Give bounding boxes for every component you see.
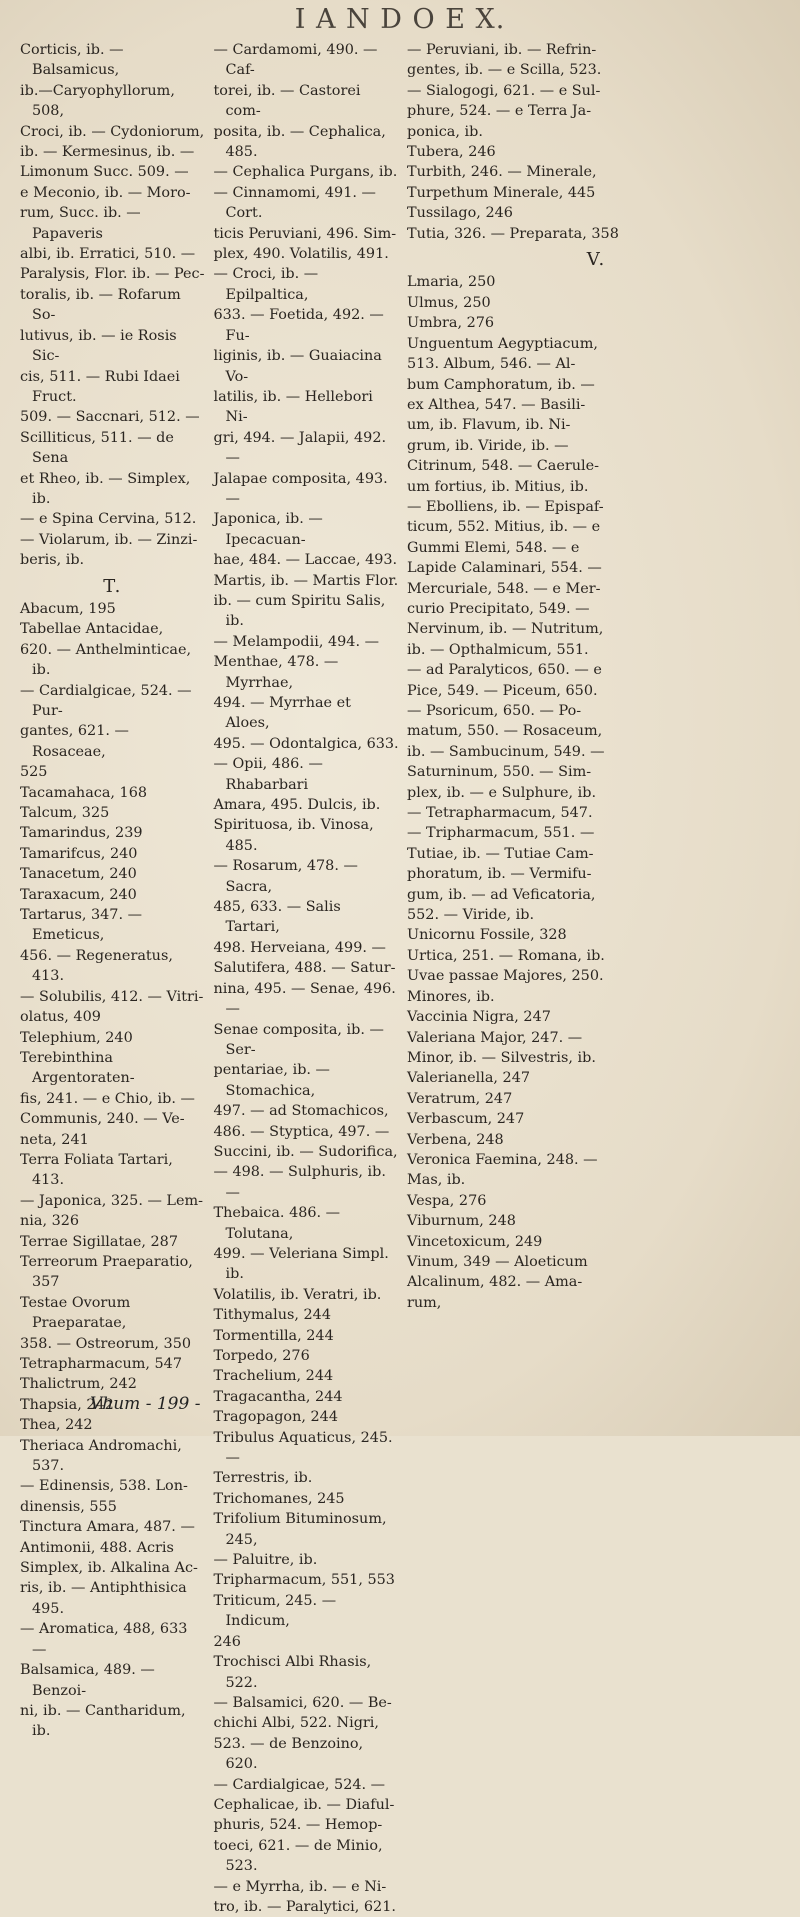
index-entry: rum, Succ. ib. — Papaveris	[20, 205, 141, 242]
index-entry: Tussilago, 246	[407, 205, 513, 222]
index-entry: 497. — ad Stomachicos,	[213, 1103, 389, 1120]
index-entry: nina, 495. — Senae, 496. —	[213, 980, 396, 1018]
index-entry: posita, ib. — Cephalica, 485.	[213, 123, 386, 161]
column-3	[407, 40, 786, 1917]
index-entry: Veratrum, 247	[407, 1090, 513, 1107]
index-entry: ib.—Caryophyllorum, 508,	[20, 82, 175, 120]
index-entry: 498. Herveiana, 499. —	[213, 939, 386, 956]
index-entry: — Psoricum, 650. — Po-	[407, 703, 582, 719]
index-entry: ris, ib. — Antiphthisica 495.	[20, 1580, 187, 1617]
index-entry: Salutifera, 488. — Satur-	[213, 960, 396, 977]
index-entry: Unguentum Aegyptiacum,	[407, 335, 598, 352]
index-entry: Tribulus Aquaticus, 245. —	[213, 1429, 393, 1467]
index-entry: Volatilis, ib. Veratri, ib.	[213, 1286, 382, 1303]
index-entry: lutivus, ib. — ie Rosis Sic-	[20, 327, 177, 365]
index-entry: Tabellae Antacidae,	[20, 621, 164, 638]
index-entry: 509. — Saccnari, 512. —	[20, 409, 200, 426]
index-entry: Tutia, 326. — Preparata, 358	[407, 225, 619, 242]
index-entry: 499. — Veleriana Simpl. ib.	[213, 1245, 389, 1283]
index-entry: Terebinthina Argentoraten-	[20, 1049, 135, 1087]
index-entry: ex Althea, 547. — Basili-	[407, 396, 586, 413]
index-entry: 552. — Viride, ib.	[407, 907, 535, 924]
index-entry: torei, ib. — Castorei com-	[213, 82, 361, 120]
index-entry: Mercuriale, 548. — e Mer-	[407, 580, 601, 597]
index-entry: — Tetrapharmacum, 547.	[407, 805, 593, 822]
index-entry: gantes, 621. — Rosaceae,	[20, 723, 129, 760]
index-entry: Trachelium, 244	[213, 1368, 334, 1385]
index-entry: latilis, ib. — Hellebori Ni-	[213, 388, 373, 426]
index-entry: dinensis, 555	[20, 1498, 117, 1515]
index-entry: gum, ib. — ad Veficatoria,	[407, 886, 596, 903]
index-entry: pentariae, ib. — Stomachica,	[213, 1062, 330, 1099]
index-entry: Thebaica. 486. — Tolutana,	[213, 1205, 341, 1242]
index-entry: Limonum Succ. 509. —	[20, 164, 189, 181]
index-entry: liginis, ib. — Guaiacina Vo-	[213, 348, 382, 385]
index-entry: — Croci, ib. — Epilpaltica,	[213, 266, 319, 303]
index-entry: cis, 511. — Rubi Idaei Fruct.	[20, 368, 180, 405]
index-entry: Corticis, ib. —Balsamicus,	[20, 42, 124, 79]
index-entry: bum Camphoratum, ib. —	[407, 376, 595, 393]
index-entry: Cephalicae, ib. — Diaful-	[213, 1796, 395, 1813]
index-entry: um, ib. Flavum, ib. Ni-	[407, 417, 571, 434]
index-entry: beris, ib.	[20, 552, 85, 569]
index-entry: ib. — cum Spiritu Salis, ib.	[213, 592, 386, 630]
index-entry: ib. — Sambucinum, 549. —	[407, 743, 605, 760]
index-entry: Croci, ib. — Cydoniorum,	[20, 123, 205, 140]
index-entry: — Opii, 486. — Rhabarbari	[213, 756, 323, 793]
index-entry: Viburnum, 248	[407, 1213, 516, 1230]
index-entry: Terreorum Praeparatio, 357	[20, 1253, 193, 1291]
index-entry: Saturninum, 550. — Sim-	[407, 764, 592, 781]
index-entry: Gummi Elemi, 548. — e	[407, 539, 580, 556]
index-entry: Valeriana Major, 247. —	[407, 1029, 583, 1046]
index-entry: albi, ib. Erratici, 510. —	[20, 246, 196, 263]
index-entry: Tamarindus, 239	[20, 825, 143, 842]
index-entry: Valerianella, 247	[407, 1070, 531, 1087]
index-entry: Terrestris, ib.	[213, 1470, 313, 1487]
index-entry: 513. Album, 546. — Al-	[407, 356, 576, 373]
index-entry: e Meconio, ib. — Moro-	[20, 184, 191, 201]
index-entry: Veronica Faemina, 248. —	[407, 1151, 598, 1168]
index-entry: Minores, ib.	[407, 988, 495, 1005]
index-entry: Alcalinum, 482. — Ama-	[407, 1274, 583, 1291]
index-entry: toeci, 621. — de Minio, 523.	[213, 1837, 383, 1875]
index-entry: ib. — Opthalmicum, 551.	[407, 641, 589, 658]
index-entry: Uvae passae Majores, 250.	[407, 968, 604, 985]
index-entry: Ulmus, 250	[407, 294, 491, 311]
index-entry: — Cardamomi, 490. — Caf-	[213, 42, 378, 79]
index-entry: — Aromatica, 488, 633 —	[20, 1621, 188, 1658]
index-entry: 358. — Ostreorum, 350	[20, 1335, 192, 1352]
index-entry: Telephium, 240	[20, 1029, 133, 1046]
index-entry: Testae Ovorum Praeparatae,	[20, 1294, 131, 1332]
index-entry: Tragacantha, 244	[213, 1388, 343, 1405]
index-entry: Vaccinia Nigra, 247	[407, 1009, 551, 1026]
index-entry: Trifolium Bituminosum, 245,	[213, 1511, 387, 1548]
index-entry: ib. — Kermesinus, ib. —	[20, 144, 195, 161]
index-entry: — e Spina Cervina, 512.	[20, 511, 197, 528]
index-entry: Tragopagon, 244	[213, 1409, 338, 1426]
index-entry: phure, 524. — e Terra Ja-	[407, 103, 592, 120]
index-entry: grum, ib. Viride, ib. —	[407, 437, 569, 454]
index-entry: Turpethum Minerale, 445	[407, 184, 596, 201]
column-2	[214, 40, 400, 1917]
index-entry: — Cinnamomi, 491. — Cort.	[213, 184, 376, 222]
index-entry: — Edinensis, 538. Lon-	[20, 1478, 188, 1495]
index-entry: toralis, ib. — Rofarum So-	[20, 286, 181, 324]
index-entry: Terrae Sigillatae, 287	[20, 1233, 178, 1250]
index-entry: Tacamahaca, 168	[20, 784, 148, 801]
index-entry: Triticum, 245. — Indicum,	[213, 1592, 337, 1630]
index-entry: Japonica, ib. — Ipecacuan-	[213, 511, 323, 548]
index-entry: ticum, 552. Mitius, ib. — e	[407, 519, 601, 536]
index-entry: 620. — Anthelminticae, ib.	[20, 641, 192, 679]
index-entry: Simplex, ib. Alkalina Ac-	[20, 1560, 198, 1577]
index-entry: Tinctura Amara, 487. —	[20, 1519, 195, 1536]
index-entry: Pice, 549. — Piceum, 650.	[407, 682, 598, 699]
index-entry: Verbascum, 247	[407, 1111, 525, 1128]
column-1	[20, 40, 206, 1917]
index-entry: Communis, 240. — Ve-	[20, 1111, 185, 1128]
index-entry: Citrinum, 548. — Caerule-	[407, 458, 600, 475]
index-entry: Tamarifcus, 240	[20, 845, 138, 862]
index-entry: — Solubilis, 412. — Vitri-	[20, 988, 204, 1005]
index-entry: 486. — Styptica, 497. —	[213, 1123, 390, 1140]
index-entry: Tormentilla, 244	[213, 1327, 334, 1344]
index-entry: Balsamica, 489. — Benzoi-	[20, 1662, 155, 1699]
index-entry: — Rosarum, 478. — Sacra,	[213, 858, 358, 895]
index-entry: Umbra, 276	[407, 315, 495, 332]
index-entry: gentes, ib. — e Scilla, 523.	[407, 62, 602, 79]
index-entry: 246	[213, 1633, 241, 1650]
index-entry: fis, 241. — e Chio, ib. —	[20, 1090, 195, 1107]
index-entry: plex, 490. Volatilis, 491.	[213, 246, 389, 263]
index-entry: Urtica, 251. — Romana, ib.	[407, 947, 605, 964]
index-entry: — Cephalica Purgans, ib.	[213, 164, 398, 181]
index-entry: — ad Paralyticos, 650. — e	[407, 662, 602, 679]
index-entry: Mas, ib.	[407, 1172, 466, 1189]
index-entry: Vespa, 276	[407, 1192, 487, 1209]
index-entry: Jalapae composita, 493. —	[213, 470, 388, 507]
index-entry: Tutiae, ib. — Tutiae Cam-	[407, 845, 594, 862]
index-entry: tro, ib. — Paralytici, 621.	[213, 1898, 396, 1915]
index-entry: 494. — Myrrhae et Aloes,	[213, 695, 351, 732]
index-entry: Unicornu Fossile, 328	[407, 927, 567, 944]
index-entry: — Peruviani, ib. — Refrin-	[407, 42, 597, 58]
index-entry: Tartarus, 347. — Emeticus,	[20, 907, 142, 944]
section-letter: T.	[103, 575, 123, 597]
index-entry: — 498. — Sulphuris, ib. —	[213, 1164, 386, 1201]
index-entry: Turbith, 246. — Minerale,	[407, 164, 597, 181]
index-entry: Trichomanes, 245	[213, 1490, 345, 1507]
index-entry: um fortius, ib. Mitius, ib.	[407, 478, 589, 495]
index-entry: phoratum, ib. — Vermifu-	[407, 866, 592, 883]
index-entry: matum, 550. — Rosaceum,	[407, 723, 603, 740]
index-entry: ponica, ib.	[407, 123, 483, 140]
index-entry: et Rheo, ib. — Simplex, ib.	[20, 470, 191, 507]
index-entry: — Cardialgicae, 524. — Pur-	[20, 682, 192, 719]
index-entry: — Melampodii, 494. —	[213, 633, 379, 650]
index-entry: 523. — de Benzoino, 620.	[213, 1735, 364, 1773]
index-entry: Terra Foliata Tartari, 413.	[20, 1151, 173, 1189]
index-entry: Succini, ib. — Sudorifica,	[213, 1143, 398, 1160]
index-entry: Taraxacum, 240	[20, 886, 137, 903]
index-entry: Paralysis, Flor. ib. — Pec-	[20, 266, 205, 283]
index-entry: hae, 484. — Laccae, 493.	[213, 552, 398, 569]
index-entry: Tripharmacum, 551, 553	[213, 1572, 395, 1589]
running-head: I A N D O E X.	[294, 4, 506, 35]
catchword: Vhum - 199 -	[90, 1394, 201, 1414]
section-letter: V.	[586, 249, 607, 271]
index-entry: Theriaca Andromachi, 537.	[20, 1437, 182, 1475]
index-entry: Thalictrum, 242	[20, 1376, 137, 1393]
index-entry: Nervinum, ib. — Nutritum,	[407, 621, 604, 638]
index-entry: olatus, 409	[20, 1009, 101, 1026]
index-entry: Antimonii, 488. Acris	[20, 1539, 174, 1556]
index-entry: Abacum, 195	[20, 600, 116, 617]
index-entry: Vincetoxicum, 249	[407, 1233, 543, 1250]
index-entry: Torpedo, 276	[213, 1348, 310, 1364]
index-entry: Trochisci Albi Rhasis, 522.	[213, 1654, 372, 1691]
index-entry: Tetrapharmacum, 547	[20, 1356, 182, 1372]
index-entry: — Japonica, 325. — Lem-	[20, 1192, 204, 1209]
index-entry: Thea, 242	[20, 1417, 93, 1434]
index-entry: Menthae, 478. — Myrrhae,	[213, 654, 339, 691]
index-entry: gri, 494. — Jalapii, 492. —	[213, 429, 387, 467]
index-entry: 495. — Odontalgica, 633.	[213, 735, 399, 752]
index-entry: Spirituosa, ib. Vinosa, 485.	[213, 817, 374, 854]
index-entry: — e Myrrha, ib. — e Ni-	[213, 1878, 387, 1895]
index-entry: nia, 326	[20, 1213, 80, 1230]
index-entry: Tithymalus, 244	[213, 1307, 331, 1324]
index-entry: Thapsia, 242	[20, 1396, 114, 1413]
index-entry: phuris, 524. — Hemop-	[213, 1817, 383, 1834]
index-entry: ticis Peruviani, 496. Sim-	[213, 225, 397, 242]
index-entry: Tanacetum, 240	[20, 866, 137, 883]
index-entry: curio Precipitato, 549. —	[407, 600, 590, 617]
index-columns	[20, 40, 786, 1917]
index-entry: ni, ib. — Cantharidum, ib.	[20, 1702, 186, 1740]
index-entry: Amara, 495. Dulcis, ib.	[213, 797, 381, 814]
index-entry: — Sialogogi, 621. — e Sul-	[407, 82, 601, 99]
index-entry: 633. — Foetida, 492. — Fu-	[213, 307, 384, 344]
index-entry: Minor, ib. — Silvestris, ib.	[407, 1049, 596, 1066]
index-entry: — Cardialgicae, 524. —	[213, 1776, 386, 1793]
index-entry: — Balsamici, 620. — Be-	[213, 1694, 392, 1711]
index-entry: Lapide Calaminari, 554. —	[407, 560, 602, 577]
index-entry: Tubera, 246	[407, 144, 496, 161]
index-entry: — Violarum, ib. — Zinzi-	[20, 531, 198, 548]
index-entry: Vinum, 349 — Aloeticum	[407, 1253, 588, 1270]
index-entry: Verbena, 248	[407, 1131, 504, 1148]
index-entry: Scilliticus, 511. — de Sena	[20, 429, 174, 467]
index-entry: plex, ib. — e Sulphure, ib.	[407, 784, 597, 801]
index-entry: 525	[20, 764, 48, 781]
index-entry: Talcum, 325	[20, 805, 110, 822]
index-entry: chichi Albi, 522. Nigri,	[213, 1715, 379, 1732]
index-entry: Martis, ib. — Martis Flor.	[213, 572, 399, 589]
index-entry: — Tripharmacum, 551. —	[407, 825, 595, 842]
index-entry: — Ebolliens, ib. — Epispaf-	[407, 498, 604, 515]
index-entry: 456. — Regeneratus, 413.	[20, 947, 173, 985]
index-entry: Lmaria, 250	[407, 274, 496, 291]
index-entry: 485, 633. — Salis Tartari,	[213, 899, 341, 936]
index-entry: Senae composita, ib. — Ser-	[213, 1021, 384, 1058]
index-entry: neta, 241	[20, 1131, 89, 1148]
index-entry: rum,	[407, 1294, 442, 1311]
index-entry: — Paluitre, ib.	[213, 1552, 318, 1569]
